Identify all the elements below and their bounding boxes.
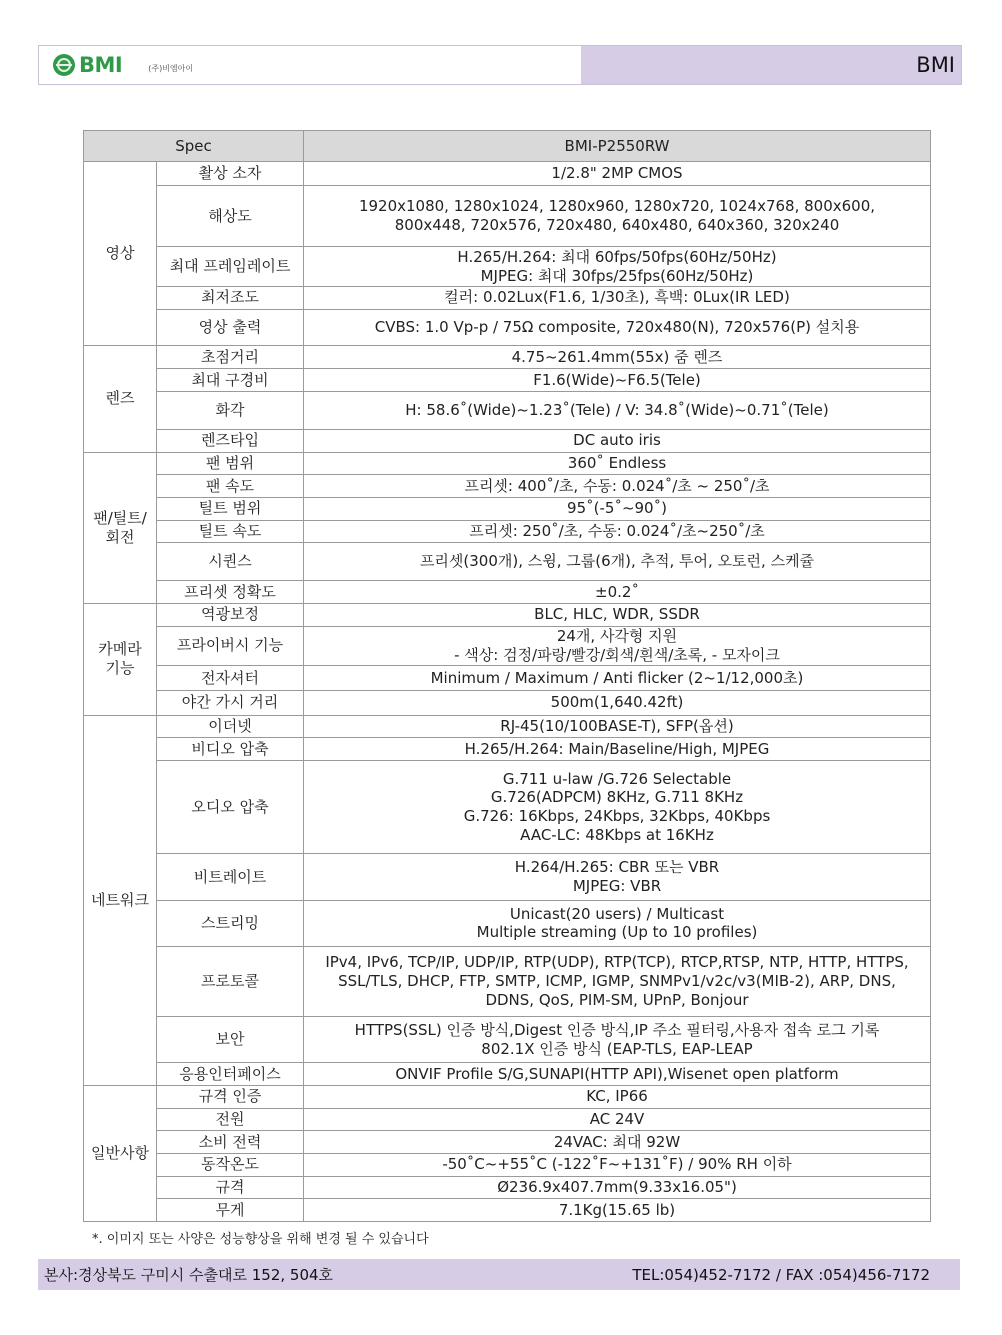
- item-cell: 촬상 소자: [157, 162, 304, 186]
- spec-row: [84, 430, 931, 453]
- value-cell: KC, IP66: [304, 1085, 931, 1108]
- spec-row: [84, 1085, 931, 1108]
- value-cell: H.265/H.264: Main/Baseline/High, MJPEG: [304, 738, 931, 761]
- item-cell: 무게: [157, 1199, 304, 1222]
- value-cell: HTTPS(SSL) 인증 방식,Digest 인증 방식,IP 주소 필터링,사용자 접속 로그 기록 802.1X 인증 방식 (EAP-TLS, EAP-LEAP: [304, 1017, 931, 1063]
- spec-row: [84, 1108, 931, 1131]
- spec-row: [84, 1131, 931, 1154]
- spec-row: [84, 391, 931, 429]
- item-cell: 이더넷: [157, 715, 304, 738]
- spec-row: [84, 309, 931, 345]
- value-cell: 컬러: 0.02Lux(F1.6, 1/30초), 흑백: 0Lux(IR LED): [304, 287, 931, 310]
- value-cell: G.711 u-law /G.726 Selectable G.726(ADPCM) 8KHz, G.711 8KHz G.726: 16Kbps, 24Kbps, 32Kbps, 40Kbps AAC-LC: 48Kbps at 16KHz: [304, 760, 931, 854]
- spec-row: [84, 475, 931, 498]
- logo-area: [39, 46, 581, 84]
- item-cell: 프로토콜: [157, 947, 304, 1017]
- value-cell: 24VAC: 최대 92W: [304, 1131, 931, 1154]
- spec-row: [84, 287, 931, 310]
- item-cell: 틸트 속도: [157, 520, 304, 543]
- item-cell: 최대 구경비: [157, 369, 304, 392]
- spec-row: [84, 162, 931, 186]
- item-cell: 오디오 압축: [157, 760, 304, 854]
- category-cell: 네트워크: [84, 715, 157, 1085]
- item-cell: 초점거리: [157, 345, 304, 369]
- value-cell: ±0.2˚: [304, 581, 931, 604]
- spec-row: [84, 185, 931, 247]
- item-cell: 비트레이트: [157, 854, 304, 900]
- category-cell: 일반사항: [84, 1085, 157, 1221]
- item-cell: 야간 가시 거리: [157, 690, 304, 715]
- spec-row: [84, 760, 931, 854]
- spec-row: [84, 1199, 931, 1222]
- value-cell: ONVIF Profile S/G,SUNAPI(HTTP API),Wisenet open platform: [304, 1063, 931, 1086]
- spec-row: [84, 690, 931, 715]
- spec-row: [84, 1176, 931, 1199]
- value-cell: -50˚C~+55˚C (-122˚F~+131˚F) / 90% RH 이하: [304, 1153, 931, 1176]
- item-cell: 영상 출력: [157, 309, 304, 345]
- value-cell: 1/2.8" 2MP CMOS: [304, 162, 931, 186]
- value-cell: 95˚(-5˚~90˚): [304, 497, 931, 520]
- item-cell: 해상도: [157, 185, 304, 247]
- item-cell: 전자셔터: [157, 666, 304, 691]
- spec-row: [84, 345, 931, 369]
- page-footer: [38, 1259, 960, 1290]
- item-cell: 전원: [157, 1108, 304, 1131]
- footer-contact: TEL:054)452-7172 / FAX :054)456-7172: [632, 1265, 930, 1284]
- category-cell: 영상: [84, 162, 157, 346]
- item-cell: 시퀀스: [157, 543, 304, 581]
- value-cell: H.264/H.265: CBR 또는 VBR MJPEG: VBR: [304, 854, 931, 900]
- spec-row: [84, 738, 931, 761]
- spec-row: [84, 1063, 931, 1086]
- category-cell: 팬/틸트/ 회전: [84, 452, 157, 603]
- value-cell: RJ-45(10/100BASE-T), SFP(옵션): [304, 715, 931, 738]
- value-cell: Unicast(20 users) / Multicast Multiple streaming (Up to 10 profiles): [304, 900, 931, 946]
- value-cell: 500m(1,640.42ft): [304, 690, 931, 715]
- footer-address: 본사:경상북도 구미시 수출대로 152, 504호: [44, 1266, 334, 1284]
- spec-row: [84, 497, 931, 520]
- spec-row: [84, 626, 931, 666]
- spec-row: [84, 1017, 931, 1063]
- item-cell: 소비 전력: [157, 1131, 304, 1154]
- value-cell: Ø236.9x407.7mm(9.33x16.05"): [304, 1176, 931, 1199]
- spec-row: [84, 1153, 931, 1176]
- spec-row: [84, 666, 931, 691]
- item-cell: 프리셋 정확도: [157, 581, 304, 604]
- spec-row: [84, 452, 931, 475]
- globe-logo-icon: [53, 54, 75, 76]
- value-cell: H: 58.6˚(Wide)~1.23˚(Tele) / V: 34.8˚(Wide)~0.71˚(Tele): [304, 391, 931, 429]
- item-cell: 팬 범위: [157, 452, 304, 475]
- spec-table: [83, 130, 931, 1222]
- spec-row: [84, 900, 931, 946]
- item-cell: 역광보정: [157, 603, 304, 626]
- value-cell: F1.6(Wide)~F6.5(Tele): [304, 369, 931, 392]
- model-header: BMI-P2550RW: [304, 131, 931, 162]
- value-cell: BLC, HLC, WDR, SSDR: [304, 603, 931, 626]
- item-cell: 최대 프레임레이트: [157, 247, 304, 287]
- value-cell: 프리셋: 400˚/초, 수동: 0.024˚/초 ~ 250˚/초: [304, 475, 931, 498]
- item-cell: 보안: [157, 1017, 304, 1063]
- item-cell: 규격 인증: [157, 1085, 304, 1108]
- value-cell: CVBS: 1.0 Vp-p / 75Ω composite, 720x480(N), 720x576(P) 설치용: [304, 309, 931, 345]
- spec-row: [84, 581, 931, 604]
- item-cell: 화각: [157, 391, 304, 429]
- value-cell: 프리셋(300개), 스윙, 그룹(6개), 추적, 투어, 오토런, 스케쥴: [304, 543, 931, 581]
- item-cell: 스트리밍: [157, 900, 304, 946]
- item-cell: 틸트 범위: [157, 497, 304, 520]
- category-cell: 카메라 기능: [84, 603, 157, 715]
- value-cell: H.265/H.264: 최대 60fps/50fps(60Hz/50Hz) MJPEG: 최대 30fps/25fps(60Hz/50Hz): [304, 247, 931, 287]
- spec-row: [84, 603, 931, 626]
- value-cell: 24개, 사각형 지원 - 색상: 검정/파랑/빨강/회색/흰색/초록, - 모자이크: [304, 626, 931, 666]
- spec-row: [84, 947, 931, 1017]
- category-cell: 렌즈: [84, 345, 157, 452]
- value-cell: 4.75~261.4mm(55x) 줌 렌즈: [304, 345, 931, 369]
- spec-row: [84, 369, 931, 392]
- brand-label: BMI: [581, 46, 961, 84]
- value-cell: 7.1Kg(15.65 lb): [304, 1199, 931, 1222]
- item-cell: 동작온도: [157, 1153, 304, 1176]
- spec-row: [84, 543, 931, 581]
- spec-row: [84, 520, 931, 543]
- value-cell: AC 24V: [304, 1108, 931, 1131]
- value-cell: 프리셋: 250˚/초, 수동: 0.024˚/초~250˚/초: [304, 520, 931, 543]
- item-cell: 응용인터페이스: [157, 1063, 304, 1086]
- item-cell: 렌즈타입: [157, 430, 304, 453]
- disclaimer-note: *. 이미지 또는 사양은 성능향상을 위해 변경 될 수 있습니다: [92, 1232, 429, 1247]
- value-cell: 1920x1080, 1280x1024, 1280x960, 1280x720, 1024x768, 800x600, 800x448, 720x576, 720x480, 640x480, 640x360, 320x240: [304, 185, 931, 247]
- spec-row: [84, 247, 931, 287]
- value-cell: 360˚ Endless: [304, 452, 931, 475]
- item-cell: 최저조도: [157, 287, 304, 310]
- logo-subtitle: (주)비엠아이: [148, 63, 194, 73]
- spec-row: [84, 854, 931, 900]
- page-header: [38, 45, 962, 85]
- value-cell: IPv4, IPv6, TCP/IP, UDP/IP, RTP(UDP), RTP(TCP), RTCP,RTSP, NTP, HTTP, HTTPS, SSL/TLS, DHCP, FTP, SMTP, ICMP, IGMP, SNMPv1/v2c/v3(MIB-2), ARP, DNS, DDNS, QoS, PIM-SM, UPnP, Bonjour: [304, 947, 931, 1017]
- item-cell: 규격: [157, 1176, 304, 1199]
- spec-row: [84, 715, 931, 738]
- value-cell: DC auto iris: [304, 430, 931, 453]
- item-cell: 프라이버시 기능: [157, 626, 304, 666]
- item-cell: 팬 속도: [157, 475, 304, 498]
- logo-text: BMI: [79, 53, 123, 77]
- spec-header: Spec: [84, 131, 304, 162]
- value-cell: Minimum / Maximum / Anti flicker (2~1/12,000초): [304, 666, 931, 691]
- spec-table-body: [84, 162, 931, 1222]
- item-cell: 비디오 압축: [157, 738, 304, 761]
